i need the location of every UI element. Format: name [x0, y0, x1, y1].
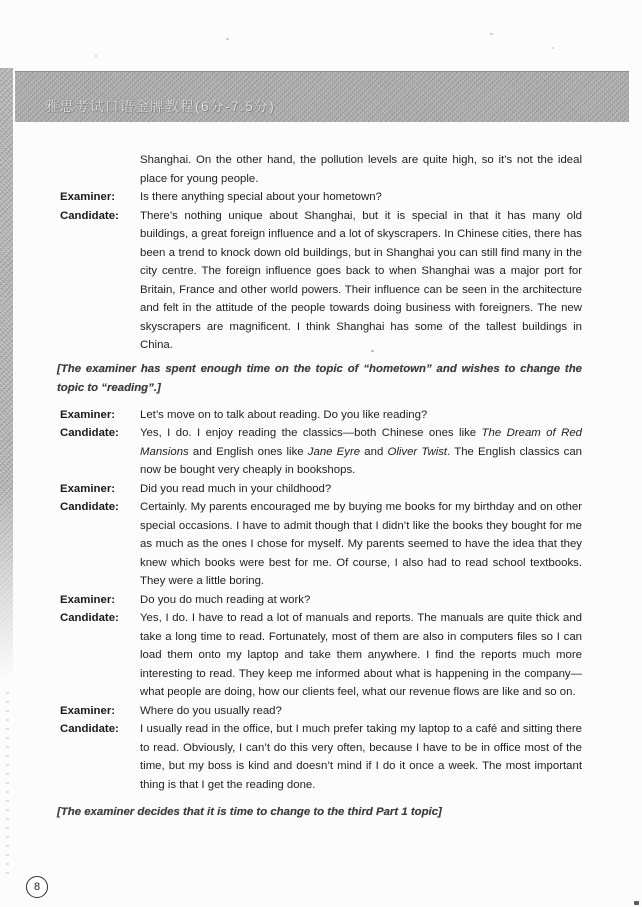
dialogue-row: [60, 207, 582, 355]
speaker-label: Candidate:: [60, 612, 119, 624]
examiner-stage-note: [The examiner has spent enough time on the topic of “hometown” and wishes to change the topic to “reading”.]: [57, 362, 582, 394]
dialogue-row: [60, 591, 582, 610]
scan-speck: [371, 350, 374, 352]
dialogue-row: [60, 720, 582, 794]
text-segment: and English ones like: [188, 445, 308, 458]
dialogue-row: [60, 424, 582, 480]
continuation-paragraph: Shanghai. On the other hand, the pollution levels are quite high, so it’s not the ideal place for young people.: [140, 154, 582, 185]
scan-speck: [552, 47, 554, 49]
dialogue-text: Did you read much in your childhood?: [140, 482, 332, 495]
dialogue-row: [60, 480, 582, 499]
scan-speck: [634, 901, 639, 905]
examiner-stage-note: [The examiner decides that it is time to change to the third Part 1 topic]: [57, 806, 442, 818]
dialogue-text: Let’s move on to talk about reading. Do you like reading?: [140, 408, 428, 421]
scan-speck: [490, 33, 493, 35]
speaker-label: Examiner:: [60, 408, 116, 421]
chapter-header-banner: [15, 71, 629, 122]
dialogue-row: [60, 188, 582, 207]
dialogue-text: Certainly. My parents encouraged me by buying me books for my birthday and on other special occasions. I have to admit though that I didn’t like the books they bought for me as much as the ones I chose for myself. My parents seemed to have the idea that they knew which books were best for me. Of course, I also had to read school textbooks. They were a little boring.: [140, 501, 582, 587]
speaker-label: Examiner:: [60, 704, 116, 717]
dialogue-text: Yes, I do. I have to read a lot of manuals and reports. The manuals are quite thick and take a long time to read. Fortunately, most of them are also in computers files so I can load them onto my laptop and take them anywhere. I find the reports much more interesting to read. They keep me informed about what is happening in the company—what people are doing, how our clients feel, what our revenue flows are like and so on.: [140, 612, 582, 698]
book-title: Jane Eyre: [307, 445, 361, 458]
dialogue-text: There’s nothing unique about Shanghai, but it is special in that it has many old buildings, a great foreign influence and a lot of skyscrapers. In Chinese cities, there has been a trend to knock down old buildings, but in Shanghai you can still find many in the city centre. The foreign influence goes back to when Shanghai was a major port for Britain, France and other world powers. Their influence can be seen in the architecture and felt in the attitude of the people towards doing business with foreigners. The new skyscrapers are magnificent. I think Shanghai has some of the tallest buildings in China.: [140, 209, 582, 351]
speaker-label: Candidate:: [60, 723, 119, 735]
speaker-label: Examiner:: [60, 191, 116, 203]
dialogue-text: [140, 424, 582, 480]
dialogue-content: [57, 151, 582, 822]
dialogue-text: Where do you usually read?: [140, 704, 282, 717]
speaker-label: Examiner:: [60, 482, 116, 495]
page-number-badge: [26, 876, 48, 898]
dialogue-text: Do you do much reading at work?: [140, 593, 311, 606]
speaker-label: Candidate:: [60, 209, 119, 222]
speaker-label: Examiner:: [60, 593, 116, 606]
dialogue-row: [60, 498, 582, 591]
page-number: 8: [33, 881, 41, 893]
scan-speck: [3, 297, 5, 300]
chapter-title: 雅思考试口语金牌教程(6分-7.5分): [45, 99, 276, 114]
binding-edge-dots: [6, 692, 9, 877]
dialogue-row: [60, 609, 582, 702]
binding-edge-strip: [0, 68, 13, 680]
dialogue-row: [60, 406, 582, 425]
text-segment: and: [360, 445, 388, 458]
book-title: The Dream of Red Mansions: [140, 427, 582, 458]
speaker-label: Candidate:: [60, 501, 119, 513]
text-segment: Yes, I do. I enjoy reading the classics—both Chinese ones like: [140, 427, 482, 439]
speaker-label: Candidate:: [60, 427, 119, 439]
book-title: Oliver Twist: [387, 445, 448, 458]
dialogue-text: Is there anything special about your hometown?: [140, 191, 382, 203]
scan-speck: [226, 38, 229, 40]
dialogue-row: [60, 702, 582, 721]
text-segment: . The English classics can now be bought very cheaply in bookshops.: [140, 445, 582, 476]
dialogue-text: I usually read in the office, but I much prefer taking my laptop to a café and sitting there to read. Obviously, I can’t do this very often, because I have to be in office most of the time, but my boss is kind and doesn’t mind if I do it once a week. The most important thing is that I get the reading done.: [140, 723, 582, 791]
scan-speck: [95, 55, 97, 57]
